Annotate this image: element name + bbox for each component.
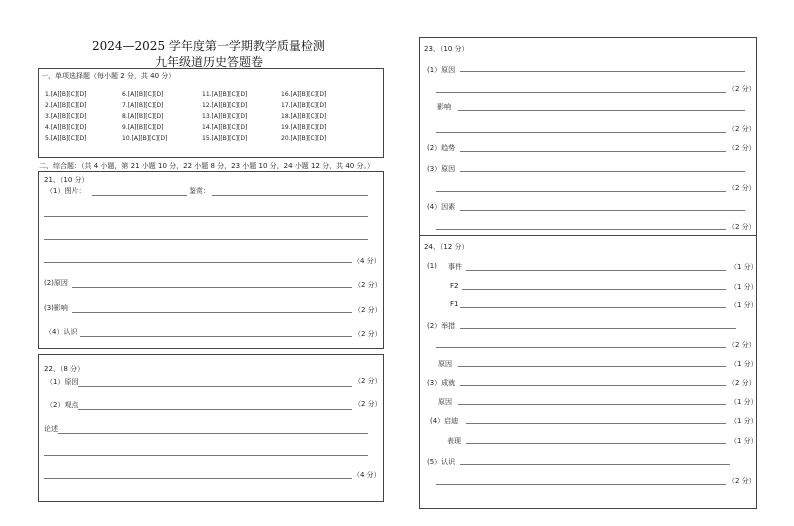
q21-p1-label: （1）图片： [46, 187, 86, 195]
mc-answer-13[interactable]: 13.[A][B][C][D] [202, 113, 248, 120]
q24-p1b-line[interactable] [462, 289, 726, 290]
q24-score: （2 分） [728, 379, 756, 387]
q24-p1c-line[interactable] [460, 307, 726, 308]
q24-p1a-line[interactable] [466, 270, 726, 271]
page-subtitle: 九年级道历史答题卷 [155, 55, 264, 69]
q23-p3-line[interactable] [460, 171, 745, 172]
q21-answer-line[interactable] [44, 239, 368, 240]
q24-score: （2 分） [728, 341, 756, 349]
q24-score: （2 分） [728, 477, 756, 485]
mc-answer-4[interactable]: 4.[A][B][C][D] [45, 124, 87, 131]
q24-p3b-line[interactable] [458, 404, 726, 405]
q24-p1b-label: F2 [450, 282, 459, 290]
q23-score: （2 分） [728, 144, 756, 152]
q24-p1a-label: 事件 [448, 263, 462, 271]
q21-score: （2 分） [354, 306, 382, 314]
mc-answer-3[interactable]: 3.[A][B][C][D] [45, 113, 87, 120]
q24-p2-line[interactable] [460, 328, 736, 329]
q23-p4-line[interactable] [460, 210, 745, 211]
q23-score: （2 分） [728, 184, 756, 192]
mc-answer-20[interactable]: 20.[A][B][C][D] [281, 135, 327, 142]
mc-answer-14[interactable]: 14.[A][B][C][D] [202, 124, 248, 131]
q24-p4-line[interactable] [466, 423, 726, 424]
mc-answer-1[interactable]: 1.[A][B][C][D] [45, 91, 87, 98]
mc-answer-18[interactable]: 18.[A][B][C][D] [281, 113, 327, 120]
q22-p2-line[interactable] [78, 409, 352, 410]
q23-p1-line[interactable] [460, 71, 745, 72]
mc-answer-10[interactable]: 10.[A][B][C][D] [122, 135, 168, 142]
q24-p4b-line[interactable] [466, 443, 726, 444]
q21-box [38, 171, 384, 349]
q22-p1-label: （1）原因 [46, 378, 79, 386]
q21-header: 21、（10 分） [44, 176, 89, 184]
q24-p4b-label: 表现 [447, 437, 461, 445]
q22-answer-line[interactable] [44, 478, 352, 479]
q23-p1-label: (1）原因 [427, 66, 456, 74]
q21-score: （2 分） [354, 330, 382, 338]
mc-answer-17[interactable]: 17.[A][B][C][D] [281, 102, 327, 109]
q22-p2-label: （2）观点 [46, 401, 79, 409]
q23-answer-line[interactable] [436, 92, 726, 93]
q23-q24-divider [419, 235, 756, 236]
q23-answer-line[interactable] [436, 132, 726, 133]
q23-score: （2 分） [728, 223, 756, 231]
q23-p4-label: (4）因素 [427, 203, 456, 211]
mc-answer-7[interactable]: 7.[A][B][C][D] [122, 102, 164, 109]
q21-p1b-line[interactable] [212, 195, 368, 196]
q23-header: 23、（10 分） [424, 45, 469, 53]
mc-answer-15[interactable]: 15.[A][B][C][D] [202, 135, 248, 142]
q23-score: （2 分） [728, 125, 756, 133]
mc-column-2 [122, 89, 167, 144]
mc-answer-8[interactable]: 8.[A][B][C][D] [122, 113, 164, 120]
q23-p3-label: (3）原因 [427, 165, 456, 173]
q21-answer-line[interactable] [44, 216, 368, 217]
mc-answer-12[interactable]: 12.[A][B][C][D] [202, 102, 248, 109]
q21-p4-label: （4）认识 [45, 328, 78, 336]
q21-score: （4 分） [353, 257, 381, 265]
q24-score: （1 分） [730, 360, 758, 368]
q24-answer-line[interactable] [436, 347, 726, 348]
right-panel-box [419, 37, 757, 509]
essay-section-title: 二、综合题：（共 4 小题，第 21 小题 10 分，22 小题 8 分，23 小题 10 分，24 小题 12 分，共 40 分。） [39, 162, 374, 170]
q23-p2-label: (2）趋势 [427, 144, 456, 152]
q24-p3b-label: 原因 [438, 398, 452, 406]
q24-p5-line[interactable] [460, 464, 730, 465]
q22-header: 22、（8 分） [44, 365, 85, 373]
q24-p4-label: (4）启迪 [430, 417, 459, 425]
mc-answer-11[interactable]: 11.[A][B][C][D] [202, 91, 248, 98]
q21-p1-line[interactable] [92, 195, 187, 196]
q23-score: （2 分） [728, 85, 756, 93]
q23-answer-line[interactable] [436, 229, 726, 230]
q24-score: （1 分） [730, 263, 758, 271]
q24-p1c-label: F1 [450, 300, 459, 308]
q24-p2b-label: 原因 [438, 360, 452, 368]
mc-answer-19[interactable]: 19.[A][B][C][D] [281, 124, 327, 131]
q24-header: 24、（12 分） [424, 243, 469, 251]
mc-column-4 [281, 89, 326, 144]
mc-column-3 [202, 89, 247, 144]
mc-column-1 [45, 89, 86, 144]
mc-section-title: 一、单项选择题（每小题 2 分，共 40 分） [41, 72, 176, 80]
q24-p1-label: (1) [427, 262, 437, 270]
q21-score: （2 分） [354, 281, 382, 289]
mc-answer-5[interactable]: 5.[A][B][C][D] [45, 135, 87, 142]
q21-p2-line[interactable] [72, 287, 352, 288]
q24-score: （1 分） [730, 437, 758, 445]
q23-answer-line[interactable] [436, 191, 726, 192]
q22-score: （4 分） [353, 471, 381, 479]
q22-score: （2 分） [354, 377, 382, 385]
page-title: 2024—2025 学年度第一学期教学质量检测 [92, 39, 325, 53]
q23-p2-line[interactable] [460, 151, 726, 152]
q24-p2-label: (2）举措 [427, 322, 456, 330]
q22-answer-line[interactable] [44, 455, 368, 456]
q21-p2-label: (2)原因 [44, 279, 68, 287]
q22-p3-line[interactable] [58, 433, 368, 434]
q24-score: （1 分） [730, 417, 758, 425]
mc-answer-2[interactable]: 2.[A][B][C][D] [45, 102, 87, 109]
q22-box [38, 354, 384, 502]
q23-p1b-line[interactable] [458, 110, 745, 111]
q22-score: （2 分） [354, 400, 382, 408]
q22-p1-line[interactable] [78, 386, 352, 387]
q24-score: （1 分） [730, 283, 758, 291]
q22-p3-label: 论述 [44, 425, 58, 433]
q21-p3-line[interactable] [72, 312, 352, 313]
mc-answer-6[interactable]: 6.[A][B][C][D] [122, 91, 164, 98]
q24-p2b-line[interactable] [458, 366, 726, 367]
q24-answer-line[interactable] [436, 484, 726, 485]
q24-p5-label: (5）认识 [427, 458, 456, 466]
q21-p1b-label: 鉴赏： [189, 187, 210, 195]
q24-score: （1 分） [730, 301, 758, 309]
q23-p1b-label: 影响 [437, 103, 451, 111]
q24-p3-line[interactable] [460, 385, 726, 386]
q21-answer-line[interactable] [44, 262, 352, 263]
q21-p3-label: (3)影响 [44, 304, 68, 312]
q21-p4-line[interactable] [80, 336, 352, 337]
mc-answer-9[interactable]: 9.[A][B][C][D] [122, 124, 164, 131]
q24-score: （1 分） [730, 398, 758, 406]
mc-answer-16[interactable]: 16.[A][B][C][D] [281, 91, 327, 98]
q24-p3-label: (3）成就 [427, 379, 456, 387]
